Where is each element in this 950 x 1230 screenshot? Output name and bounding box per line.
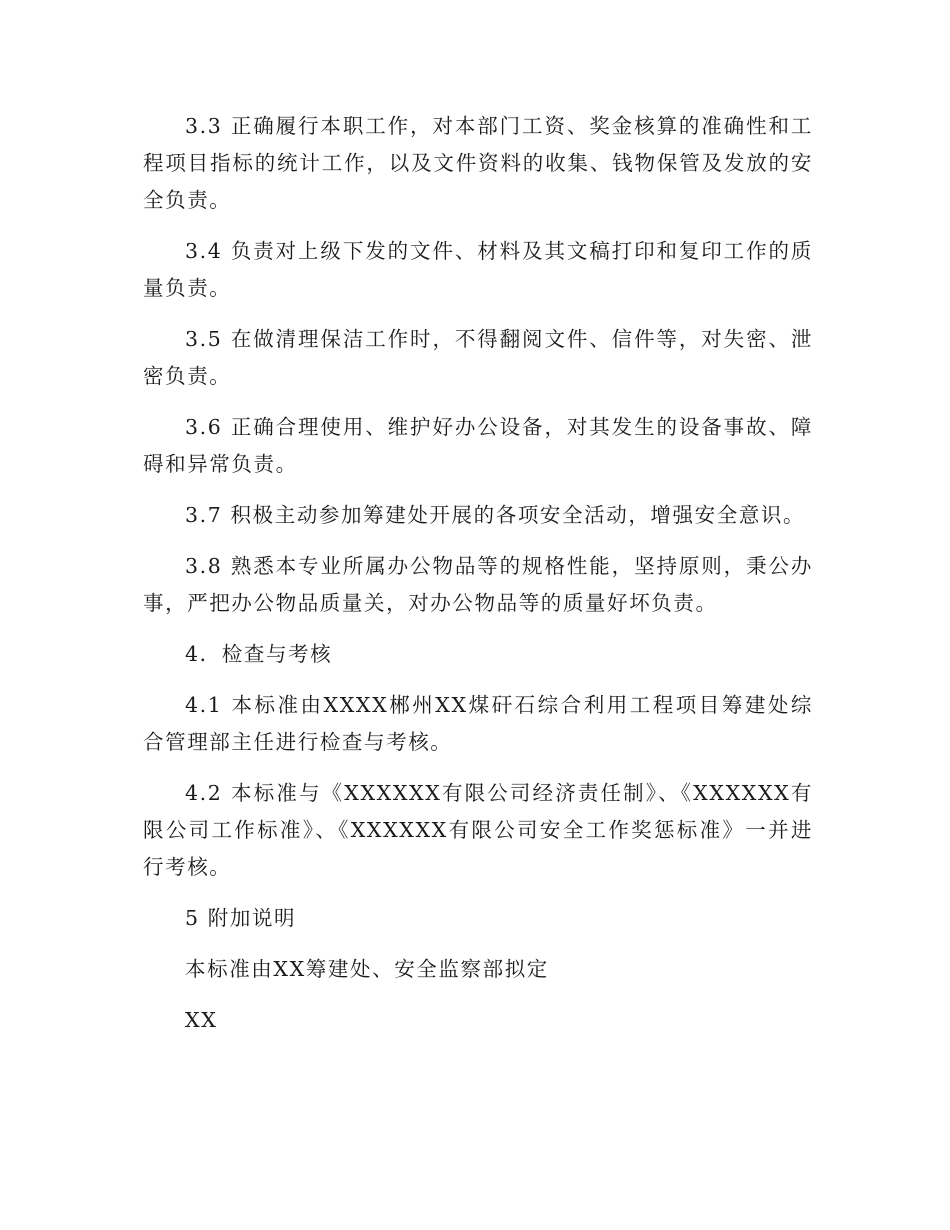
paragraph-3-6: 3.6 正确合理使用、维护好办公设备，对其发生的设备事故、障碍和异常负责。 bbox=[143, 415, 813, 476]
signature-line: XX bbox=[185, 1008, 218, 1032]
drafting-note: 本标准由XX筹建处、安全监察部拟定 bbox=[185, 957, 549, 981]
section-heading-5: 5 附加说明 bbox=[185, 906, 297, 930]
section-heading-4: 4．检查与考核 bbox=[185, 642, 333, 666]
paragraph-3-4: 3.4 负责对上级下发的文件、材料及其文稿打印和复印工作的质量负责。 bbox=[143, 239, 813, 300]
paragraph-3-8: 3.8 熟悉本专业所属办公物品等的规格性能，坚持原则，秉公办事，严把办公物品质量关，对办公物品等的质量好坏负责。 bbox=[143, 554, 813, 615]
paragraph-3-5: 3.5 在做清理保洁工作时，不得翻阅文件、信件等，对失密、泄密负责。 bbox=[143, 327, 813, 388]
paragraph-3-3: 3.3 正确履行本职工作，对本部门工资、奖金核算的准确性和工程项目指标的统计工作，以及文件资料的收集、钱物保管及发放的安全负责。 bbox=[143, 114, 813, 212]
paragraph-4-1: 4.1 本标准由XXXX郴州XX煤矸石综合利用工程项目筹建处综合管理部主任进行检查与考核。 bbox=[143, 693, 813, 754]
paragraph-3-7: 3.7 积极主动参加筹建处开展的各项安全活动，增强安全意识。 bbox=[185, 503, 806, 527]
document-body bbox=[143, 108, 813, 1039]
paragraph-4-2: 4.2 本标准与《XXXXXX有限公司经济责任制》、《XXXXXX有限公司工作标准》、《XXXXXX有限公司安全工作奖惩标准》一并进行考核。 bbox=[143, 781, 813, 879]
